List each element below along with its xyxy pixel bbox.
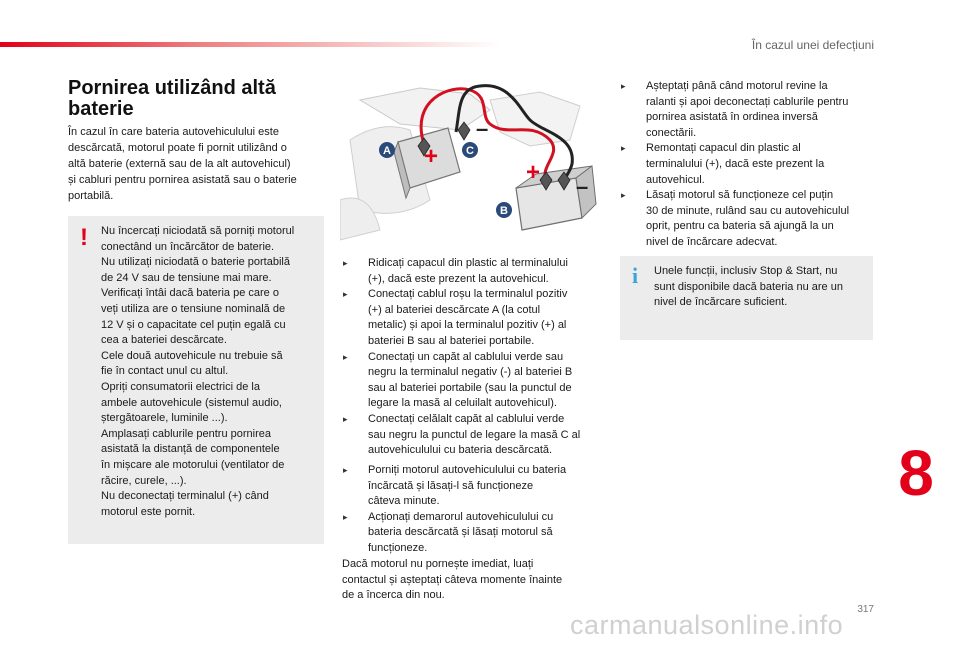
warning-line: Amplasați cablurile pentru pornirea [101, 427, 271, 440]
step-line: bateriei B sau al bateriei portabile. [368, 334, 535, 347]
warning-line: Nu utilizați niciodată o baterie portabilă [101, 256, 290, 269]
intro-paragraph [68, 124, 326, 204]
bullet-arrow-icon: ▸ [343, 351, 348, 362]
step-item [342, 287, 608, 349]
warning-text [101, 224, 319, 520]
step-line: Ridicați capacul din plastic al terminalului [368, 257, 568, 269]
intro-line: altă baterie (externă sau de la alt autovehicul) [68, 158, 291, 170]
warning-line: motorul este pornit. [101, 505, 196, 518]
step-line: negru la terminalul negativ (-) al bateriei B [368, 366, 573, 379]
warning-line: răcire, curele, ...). [101, 474, 187, 487]
label-b: B [500, 205, 508, 217]
step-line: funcționeze. [368, 541, 428, 554]
step-line: conectării. [646, 126, 697, 139]
bullet-arrow-icon: ▸ [343, 465, 348, 475]
step-item [620, 188, 880, 250]
warning-line: fie în contact unul cu altul. [101, 365, 229, 378]
step-line: autovehicul. [646, 173, 705, 186]
intro-line: În cazul în care bateria autovehiculului este [68, 126, 279, 138]
info-box [620, 256, 873, 340]
jump-start-illustration [340, 80, 602, 246]
step-line: Acționați demarorul autovehiculului cu [368, 510, 554, 523]
page-title [68, 78, 328, 120]
step-line: nivel de încărcare adecvat. [646, 235, 778, 248]
step-line: bateria descărcată și lăsați motorul să [368, 526, 553, 539]
step-line: Remontați capacul din plastic al [646, 142, 801, 155]
warning-line: veți utiliza are o tensiune nominală de [101, 302, 286, 315]
step-line: ralanti și apoi deconectați cablurile pentru [646, 95, 849, 108]
step-item [342, 412, 608, 459]
step-item [620, 141, 880, 188]
step-line: Lăsați motorul să funcționeze cel puțin [646, 189, 834, 202]
step-line: încărcată și lăsați-l să funcționeze [368, 479, 534, 492]
info-text [654, 264, 869, 311]
warning-line: Nu deconectați terminalul (+) când [101, 490, 269, 503]
chapter-number: 8 [898, 437, 934, 509]
step-item [620, 79, 880, 141]
step-item [342, 350, 608, 412]
step-line: sau negru la punctul de legare la masă C al [368, 428, 581, 441]
step-line: oprit, pentru ca bateria să ajungă la un [646, 220, 834, 233]
steps-start [342, 463, 608, 557]
bullet-arrow-icon: ▸ [621, 143, 626, 154]
warning-line: în mișcare ale motorului (ventilator de [101, 458, 285, 471]
step-line: sau al bateriei portabile (sau la punctul de [368, 381, 572, 394]
warning-line: de 24 V sau de tensiune mai mare. [101, 271, 272, 284]
label-c: C [466, 145, 474, 157]
title-line: baterie [68, 98, 134, 120]
warning-line: Opriți consumatorii electrici de la [101, 380, 260, 393]
header-accent-bar [0, 42, 500, 47]
minus-sign-c: – [476, 116, 489, 141]
warning-box [68, 216, 324, 544]
step-line: pornirea asistată în ordinea inversă [646, 111, 818, 124]
info-line: nivel de încărcare suficient. [654, 296, 788, 309]
warning-line: conectând un încărcător de baterie. [101, 240, 275, 253]
step-line: Conectați cablul roșu la terminalul pozitiv [368, 288, 568, 301]
warning-line: ștergătoarele, luminile ...). [101, 412, 228, 425]
plus-sign-a: + [424, 143, 439, 170]
info-line: Unele funcții, inclusiv Stop & Start, nu [654, 265, 838, 277]
retry-line: contactul și așteptați câteva momente înainte [342, 573, 563, 586]
intro-line: și cabluri pentru pornirea asistată sau o baterie [68, 174, 297, 186]
step-line: Porniți motorul autovehiculului cu bateria [368, 464, 567, 476]
bullet-arrow-icon: ▸ [621, 81, 626, 91]
watermark: carmanualsonline.info [570, 610, 844, 640]
bullet-arrow-icon: ▸ [343, 511, 348, 522]
warning-line: asistată la distanță de componentele [101, 443, 280, 456]
info-icon: i [632, 263, 639, 288]
bullet-arrow-icon: ▸ [343, 258, 348, 268]
steps-disconnect [620, 79, 880, 251]
step-line: (+), dacă este prezent la autovehicul. [368, 272, 549, 285]
warning-line: Cele două autovehicule nu trebuie să [101, 349, 283, 362]
minus-sign-b: – [576, 174, 589, 199]
bullet-arrow-icon: ▸ [343, 289, 348, 300]
bullet-arrow-icon: ▸ [343, 413, 348, 424]
step-line: legare la masă al celuilalt autovehicul). [368, 397, 557, 410]
label-a: A [383, 145, 391, 157]
retry-line: Dacă motorul nu pornește imediat, luați [342, 558, 534, 570]
step-line: metalic) și apoi la terminalul pozitiv (+) al [368, 319, 567, 332]
step-line: câteva minute. [368, 495, 440, 508]
warning-line: cea a bateriei descărcate. [101, 334, 227, 347]
step-item [342, 256, 608, 287]
retry-note [342, 557, 608, 604]
warning-line: Nu încercați niciodată să porniți motorul [101, 225, 295, 237]
step-line: (+) al bateriei descărcate A (la cotul [368, 303, 541, 316]
warning-line: ambele autovehicule (sistemul audio, [101, 396, 282, 409]
info-line: sunt disponibile dacă bateria nu are un [654, 280, 843, 293]
intro-line: portabilă. [68, 190, 114, 202]
title-line: Pornirea utilizând altă [68, 77, 276, 99]
bullet-arrow-icon: ▸ [621, 190, 626, 201]
steps-connect [342, 256, 608, 459]
warning-line: 12 V și o capacitate cel puțin egală cu [101, 318, 286, 331]
step-line: autovehiculului cu bateria descărcată. [368, 444, 553, 457]
step-line: Așteptați până când motorul revine la [646, 80, 828, 92]
page-number: 317 [857, 604, 874, 615]
intro-line: descărcată, motorul poate fi pornit utilizând o [68, 142, 287, 154]
step-line: terminalului (+), dacă este prezent la [646, 157, 825, 170]
step-item [342, 510, 608, 557]
retry-line: de a încerca din nou. [342, 589, 445, 602]
plus-sign-b: + [526, 159, 541, 186]
warning-icon: ! [80, 224, 88, 251]
step-line: 30 de minute, rulând sau cu autovehiculul [646, 204, 850, 217]
section-header: În cazul unei defecțiuni [751, 38, 874, 52]
warning-line: Verificați întâi dacă bateria pe care o [101, 287, 279, 300]
step-item [342, 463, 608, 510]
step-line: Conectați un capăt al cablului verde sau [368, 350, 564, 363]
step-line: Conectați celălalt capăt al cablului verde [368, 412, 565, 425]
